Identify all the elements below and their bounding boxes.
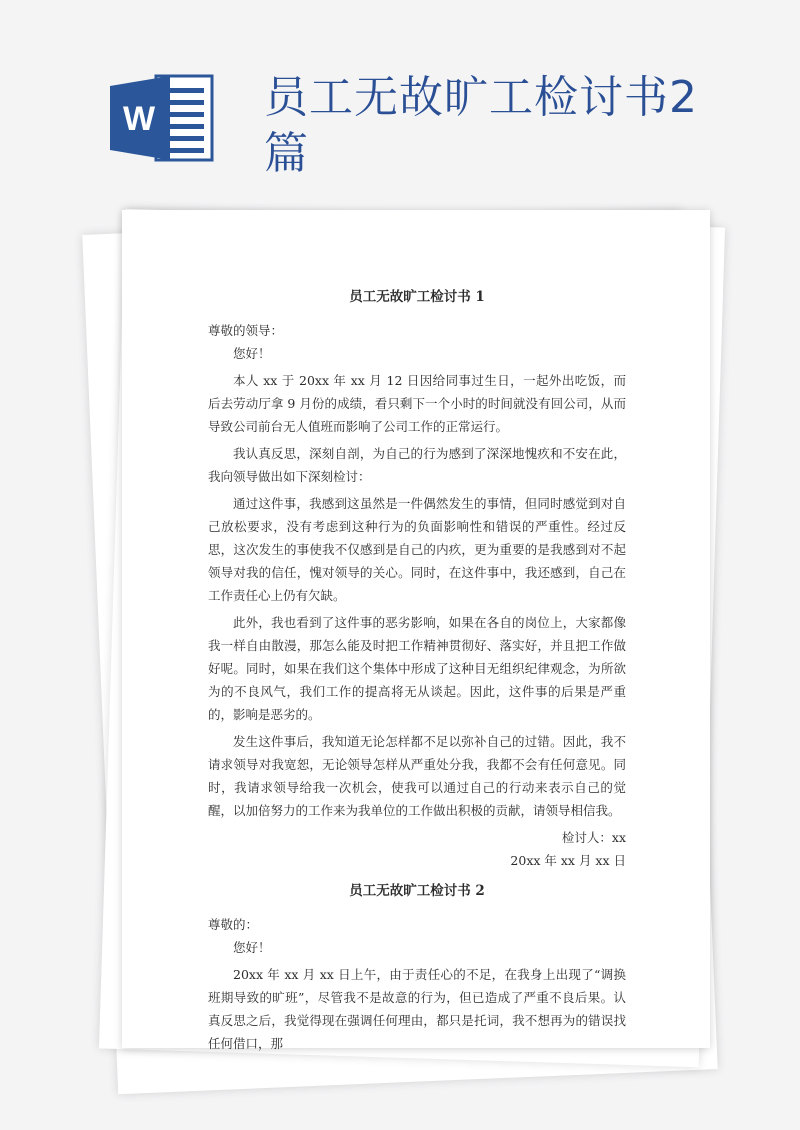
section-2-salutation: 尊敬的： — [208, 917, 259, 932]
section-1-greeting: 您好！ — [233, 346, 271, 361]
section-1-paragraph: 本人 xx 于 20xx 年 xx 月 12 日因给同事过生日，一起外出吃饭，而后去劳动厅拿 9 月份的成绩，看只剩下一个小时的时间就没有回公司，从而导致公司前台无人值班而影响了公司工作的正常运行。 — [208, 373, 626, 434]
document-body — [208, 286, 626, 1059]
word-document-icon — [108, 72, 216, 164]
page-title: 员工无故旷工检讨书2篇 — [264, 72, 698, 179]
section-2-greeting: 您好！ — [233, 940, 271, 955]
document-page — [122, 210, 710, 1051]
section-2-paragraph: 20xx 年 xx 月 xx 日上午，由于责任心的不足，在我身上出现了“调换班期导致的旷班”，尽管我不是故意的行为，但已造成了严重不良后果。认真反思之后，我觉得现在强调任何理由，都只是托词，我不想再为的错误找任何借口，那 — [208, 967, 626, 1051]
section-1-date: 20xx 年 xx 月 xx 日 — [510, 853, 626, 868]
section-1-paragraph: 通过这件事，我感到这虽然是一件偶然发生的事情，但同时感觉到对自己放松要求，没有考虑到这种行为的负面影响性和错误的严重性。经过反思，这次发生的事使我不仅感到是自己的内疚，更为重要的是我感到对不起领导对我的信任，愧对领导的关心。同时，在这件事中，我还感到，自己在工作责任心上仍有欠缺。 — [208, 496, 626, 603]
section-2-heading: 员工无故旷工检讨书 2 — [349, 883, 485, 899]
section-1-paragraph: 此外，我也看到了这件事的恶劣影响，如果在各自的岗位上，大家都像我一样自由散漫，那怎么能及时把工作精神贯彻好、落实好，并且把工作做好呢。同时，如果在我们这个集体中形成了这种目无组织纪律观念，为所欲为的不良风气，我们工作的提高将无从谈起。因此，这件事的后果是严重的，影响是恶劣的。 — [208, 615, 626, 722]
section-1-salutation: 尊敬的领导： — [208, 323, 284, 338]
word-logo-letter: W — [122, 100, 156, 138]
section-1-signature: 检讨人：xx — [561, 830, 626, 845]
section-1-heading: 员工无故旷工检讨书 1 — [349, 289, 485, 305]
section-1-paragraph: 我认真反思，深刻自剖，为自己的行为感到了深深地愧疚和不安在此，我向领导做出如下深刻检讨： — [208, 446, 626, 484]
section-1-paragraph: 发生这件事后，我知道无论怎样都不足以弥补自己的过错。因此，我不请求领导对我宽恕，无论领导怎样从严重处分我，我都不会有任何意见。同时，我请求领导给我一次机会，使我可以通过自己的行动来表示自己的觉醒，以加倍努力的工作来为我单位的工作做出积极的贡献，请领导相信我。 — [208, 734, 626, 818]
